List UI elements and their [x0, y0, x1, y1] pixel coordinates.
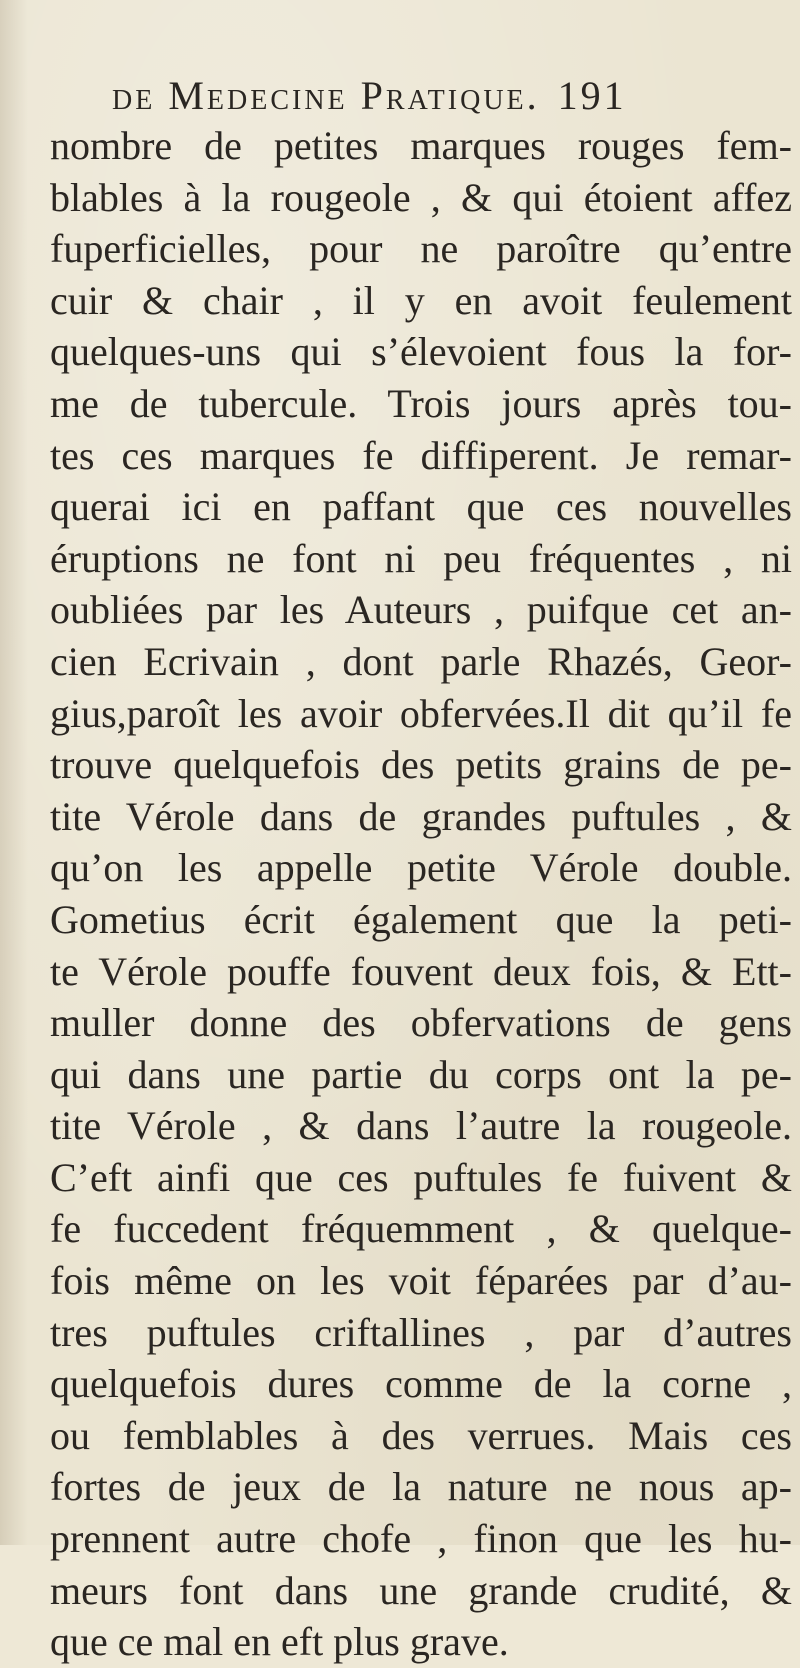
text-line-last: que ce mal en eft plus grave.: [50, 1619, 509, 1665]
body-text: [50, 120, 792, 1668]
text-line: ou femblables à des verrues. Mais ces: [50, 1412, 792, 1458]
text-line: me de tubercule. Trois jours après tou-: [50, 380, 792, 426]
text-line: prennent autre chofe , finon que les hu-: [50, 1516, 792, 1562]
text-line: querai ici en paffant que ces nouvelles: [50, 484, 792, 530]
text-line: fe fuccedent fréquemment , & quelque-: [50, 1206, 792, 1252]
text-line: tres puftules criftallines , par d’autres: [50, 1309, 792, 1355]
text-line: qu’on les appelle petite Vérole double.: [50, 845, 792, 891]
text-line: quelquefois dures comme de la corne ,: [50, 1361, 792, 1407]
text-line: tite Vérole , & dans l’autre la rougeole.: [50, 1103, 792, 1149]
text-line: Gometius écrit également que la peti-: [50, 896, 792, 942]
text-line: fuperficielles, pour ne paroître qu’entre: [50, 226, 792, 272]
text-line: C’eft ainfi que ces puftules fe fuivent &: [50, 1154, 792, 1200]
page-gutter-shadow: [0, 0, 28, 1545]
text-line: oubliées par les Auteurs , puifque cet an-: [50, 587, 792, 633]
text-line: te Vérole pouffe fouvent deux fois, & Ett-: [50, 948, 792, 994]
text-line: trouve quelquefois des petits grains de pe-: [50, 742, 792, 788]
text-line: fortes de jeux de la nature ne nous ap-: [50, 1464, 792, 1510]
text-line: nombre de petites marques rouges fem-: [50, 123, 792, 168]
text-line: blables à la rougeole , & qui étoient affez: [50, 174, 792, 220]
text-line: qui dans une partie du corps ont la pe-: [50, 1051, 792, 1097]
text-line: muller donne des obfervations de gens: [50, 1000, 792, 1046]
text-line: éruptions ne font ni peu fréquentes , ni: [50, 535, 792, 581]
page-number: 191: [557, 73, 627, 118]
text-line: tes ces marques fe diffiperent. Je remar-: [50, 432, 792, 478]
text-line: gius,paroît les avoir obfervées.Il dit qu’il fe: [50, 690, 792, 736]
text-line: fois même on les voit féparées par d’au-: [50, 1258, 792, 1304]
text-line: cien Ecrivain , dont parle Rhazés, Geor-: [50, 638, 792, 684]
running-head-title: de Medecine Pratique.: [112, 73, 540, 118]
text-line: cuir & chair , il y en avoit feulement: [50, 277, 792, 323]
text-line: meurs font dans une grande crudité, &: [50, 1567, 792, 1613]
text-line: tite Vérole dans de grandes puftules , &: [50, 793, 792, 839]
text-line: quelques-uns qui s’élevoient fous la for-: [50, 329, 792, 375]
running-head: [0, 72, 800, 120]
